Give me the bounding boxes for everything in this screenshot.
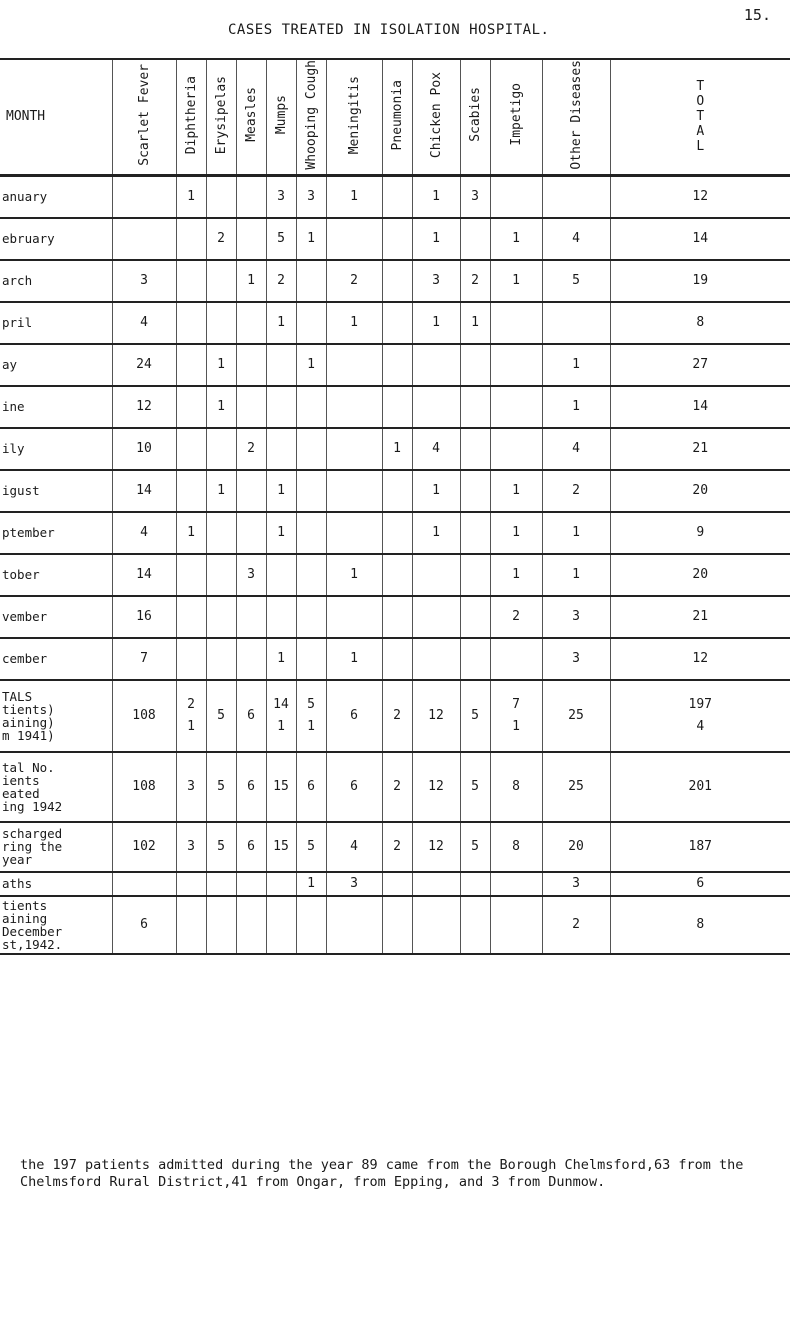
table-cell: 1 bbox=[266, 302, 296, 344]
table-cell: 1 bbox=[490, 512, 542, 554]
summary-cell bbox=[460, 872, 490, 896]
table-cell: 14 bbox=[112, 554, 176, 596]
table-cell bbox=[296, 386, 326, 428]
table-cell: 1 bbox=[266, 470, 296, 512]
summary-cell: 20 bbox=[542, 822, 610, 872]
summary-row bbox=[0, 896, 790, 954]
col-total: T O T A L bbox=[610, 59, 790, 175]
table-cell: 1 bbox=[412, 175, 460, 218]
table-cell bbox=[490, 386, 542, 428]
table-cell bbox=[460, 428, 490, 470]
table-cell bbox=[296, 512, 326, 554]
col-diphtheria: Diphtheria bbox=[176, 59, 206, 175]
table-cell: 12 bbox=[112, 386, 176, 428]
table-cell: 1 bbox=[176, 512, 206, 554]
summary-cell bbox=[206, 872, 236, 896]
table-cell bbox=[176, 428, 206, 470]
table-cell bbox=[382, 554, 412, 596]
table-cell bbox=[176, 554, 206, 596]
table-cell bbox=[460, 512, 490, 554]
table-cell: 1 bbox=[412, 512, 460, 554]
table-cell: 1 bbox=[542, 512, 610, 554]
table-cell: 1 bbox=[382, 428, 412, 470]
table-cell bbox=[236, 638, 266, 680]
footnote: the 197 patients admitted during the year 89 came from the Borough Chelmsford,63 from the Chelmsford Rural District,41 from Ongar, from Epping, and 3 from Dunmow. bbox=[20, 1157, 744, 1190]
summary-cell: 3 bbox=[176, 822, 206, 872]
row-total: 12 bbox=[610, 175, 790, 218]
summary-cell: 102 bbox=[112, 822, 176, 872]
row-total: 14 bbox=[610, 386, 790, 428]
row-total: 27 bbox=[610, 344, 790, 386]
table-cell bbox=[460, 218, 490, 260]
summary-cell bbox=[490, 896, 542, 954]
table-cell: 1 bbox=[266, 638, 296, 680]
header-row bbox=[0, 59, 790, 175]
table-cell bbox=[206, 638, 236, 680]
table-cell bbox=[326, 428, 382, 470]
summary-row bbox=[0, 822, 790, 872]
row-total: 8 bbox=[610, 302, 790, 344]
table-cell bbox=[326, 344, 382, 386]
table-cell: 2 bbox=[490, 596, 542, 638]
table-cell: 4 bbox=[542, 218, 610, 260]
summary-cell: 1 bbox=[296, 872, 326, 896]
row-total: 20 bbox=[610, 554, 790, 596]
table-cell bbox=[490, 428, 542, 470]
row-label: arch bbox=[2, 273, 33, 289]
summary-cell: 6 bbox=[296, 752, 326, 822]
summary-cell: 15 bbox=[266, 822, 296, 872]
row-label: ay bbox=[2, 357, 18, 373]
summary-label: tients aining December st,1942. bbox=[2, 897, 63, 952]
table-cell bbox=[460, 470, 490, 512]
table-cell: 1 bbox=[326, 302, 382, 344]
table-cell: 3 bbox=[412, 260, 460, 302]
table-cell: 1 bbox=[206, 386, 236, 428]
table-cell bbox=[412, 554, 460, 596]
summary-cell: 3 bbox=[542, 872, 610, 896]
table-cell: 4 bbox=[112, 302, 176, 344]
summary-cell: 2 bbox=[542, 896, 610, 954]
table-cell: 1 bbox=[490, 470, 542, 512]
summary-cell: 5 bbox=[206, 752, 236, 822]
table-cell: 1 bbox=[490, 260, 542, 302]
table-cell bbox=[206, 428, 236, 470]
summary-cell: 5 bbox=[206, 680, 236, 752]
summary-cell: 4 bbox=[326, 822, 382, 872]
summary-cell: 6 bbox=[112, 896, 176, 954]
table-row bbox=[0, 512, 790, 554]
table-cell bbox=[296, 428, 326, 470]
row-label: cember bbox=[2, 651, 48, 667]
summary-cell bbox=[412, 872, 460, 896]
table-cell: 3 bbox=[112, 260, 176, 302]
summary-cell: 2 bbox=[382, 822, 412, 872]
row-total: 12 bbox=[610, 638, 790, 680]
summary-cell bbox=[382, 896, 412, 954]
table-cell: 4 bbox=[412, 428, 460, 470]
summary-cell: 6 bbox=[236, 680, 266, 752]
col-whooping-cough: Whooping Cough bbox=[296, 59, 326, 175]
table-cell bbox=[236, 344, 266, 386]
table-cell bbox=[460, 386, 490, 428]
summary-cell bbox=[176, 872, 206, 896]
summary-total: 8 bbox=[610, 896, 790, 954]
table-cell bbox=[176, 260, 206, 302]
col-scarlet-fever: Scarlet Fever bbox=[112, 59, 176, 175]
table-cell bbox=[206, 596, 236, 638]
summary-cell bbox=[326, 896, 382, 954]
table-cell: 1 bbox=[296, 218, 326, 260]
summary-total: 187 bbox=[610, 822, 790, 872]
table-cell bbox=[382, 175, 412, 218]
table-row bbox=[0, 638, 790, 680]
table-cell bbox=[206, 175, 236, 218]
table-cell bbox=[490, 344, 542, 386]
summary-cell bbox=[490, 872, 542, 896]
table-row bbox=[0, 260, 790, 302]
table-cell bbox=[542, 175, 610, 218]
table-cell bbox=[296, 554, 326, 596]
table-cell: 4 bbox=[542, 428, 610, 470]
summary-cell: 2 bbox=[382, 752, 412, 822]
table-cell bbox=[176, 470, 206, 512]
table-cell bbox=[490, 638, 542, 680]
col-meningitis: Meningitis bbox=[326, 59, 382, 175]
summary-cell bbox=[266, 896, 296, 954]
table-cell: 3 bbox=[266, 175, 296, 218]
summary-cell: 12 bbox=[412, 680, 460, 752]
table-cell bbox=[382, 260, 412, 302]
table-cell bbox=[382, 512, 412, 554]
summary-cell: 25 bbox=[542, 680, 610, 752]
table-cell: 16 bbox=[112, 596, 176, 638]
table-cell: 1 bbox=[326, 175, 382, 218]
summary-cell bbox=[236, 872, 266, 896]
table-cell bbox=[326, 512, 382, 554]
row-label: ine bbox=[2, 399, 25, 415]
summary-total: 6 bbox=[610, 872, 790, 896]
col-measles: Measles bbox=[236, 59, 266, 175]
table-cell bbox=[176, 386, 206, 428]
table-cell: 1 bbox=[460, 302, 490, 344]
table-cell bbox=[296, 596, 326, 638]
table-row bbox=[0, 344, 790, 386]
page-number: 15. bbox=[743, 6, 771, 24]
table-cell bbox=[206, 554, 236, 596]
summary-cell bbox=[460, 896, 490, 954]
table-cell: 1 bbox=[206, 470, 236, 512]
summary-cell: 5 1 bbox=[296, 680, 326, 752]
row-label: ily bbox=[2, 441, 25, 457]
table-cell bbox=[206, 302, 236, 344]
summary-cell bbox=[236, 896, 266, 954]
summary-cell: 6 bbox=[326, 680, 382, 752]
summary-cell: 3 bbox=[176, 752, 206, 822]
summary-total: 197 4 bbox=[610, 680, 790, 752]
summary-cell: 7 1 bbox=[490, 680, 542, 752]
table-cell: 24 bbox=[112, 344, 176, 386]
summary-cell: 5 bbox=[460, 680, 490, 752]
summary-cell: 108 bbox=[112, 752, 176, 822]
table-cell bbox=[176, 638, 206, 680]
summary-cell bbox=[296, 896, 326, 954]
table-cell bbox=[412, 344, 460, 386]
row-label: pril bbox=[2, 315, 33, 331]
summary-cell: 108 bbox=[112, 680, 176, 752]
month-header: MONTH bbox=[0, 59, 112, 175]
table-cell bbox=[382, 218, 412, 260]
table-cell bbox=[382, 302, 412, 344]
summary-cell: 5 bbox=[460, 752, 490, 822]
table-row bbox=[0, 386, 790, 428]
table-cell: 3 bbox=[542, 638, 610, 680]
summary-cell: 8 bbox=[490, 822, 542, 872]
summary-cell: 12 bbox=[412, 822, 460, 872]
table-cell bbox=[542, 302, 610, 344]
row-label: ebruary bbox=[2, 231, 55, 247]
table-cell bbox=[382, 344, 412, 386]
table-cell bbox=[176, 218, 206, 260]
table-cell: 1 bbox=[236, 260, 266, 302]
table-row bbox=[0, 218, 790, 260]
table-cell: 3 bbox=[236, 554, 266, 596]
summary-cell: 3 bbox=[326, 872, 382, 896]
row-label: vember bbox=[2, 609, 48, 625]
table-cell bbox=[236, 302, 266, 344]
table-cell: 2 bbox=[236, 428, 266, 470]
summary-cell bbox=[176, 896, 206, 954]
table-cell bbox=[176, 596, 206, 638]
col-pneumonia: Pneumonia bbox=[382, 59, 412, 175]
table-cell: 2 bbox=[206, 218, 236, 260]
col-erysipelas: Erysipelas bbox=[206, 59, 236, 175]
table-cell bbox=[382, 638, 412, 680]
summary-row bbox=[0, 872, 790, 896]
summary-cell: 2 1 bbox=[176, 680, 206, 752]
table-cell: 1 bbox=[326, 554, 382, 596]
row-total: 21 bbox=[610, 428, 790, 470]
summary-label: TALS tients) aining) m 1941) bbox=[2, 688, 55, 743]
summary-cell: 6 bbox=[236, 822, 266, 872]
table-cell: 1 bbox=[326, 638, 382, 680]
table-cell bbox=[266, 344, 296, 386]
table-row bbox=[0, 596, 790, 638]
table-cell: 14 bbox=[112, 470, 176, 512]
summary-cell: 14 1 bbox=[266, 680, 296, 752]
row-total: 21 bbox=[610, 596, 790, 638]
table-row bbox=[0, 175, 790, 218]
table-cell bbox=[460, 638, 490, 680]
table-cell: 1 bbox=[296, 344, 326, 386]
isolation-hospital-table bbox=[0, 58, 790, 955]
table-cell: 2 bbox=[542, 470, 610, 512]
table-cell bbox=[206, 260, 236, 302]
summary-cell: 15 bbox=[266, 752, 296, 822]
table-row bbox=[0, 554, 790, 596]
table-row bbox=[0, 428, 790, 470]
summary-cell: 6 bbox=[236, 752, 266, 822]
col-chicken-pox: Chicken Pox bbox=[412, 59, 460, 175]
table-cell bbox=[236, 386, 266, 428]
table-cell: 1 bbox=[412, 470, 460, 512]
table-cell: 1 bbox=[176, 175, 206, 218]
table-cell bbox=[490, 302, 542, 344]
table-cell: 2 bbox=[326, 260, 382, 302]
table-cell bbox=[382, 386, 412, 428]
summary-cell: 5 bbox=[296, 822, 326, 872]
row-total: 19 bbox=[610, 260, 790, 302]
summary-cell: 5 bbox=[460, 822, 490, 872]
table-cell: 5 bbox=[266, 218, 296, 260]
table-cell: 1 bbox=[490, 218, 542, 260]
table-cell bbox=[236, 175, 266, 218]
row-total: 20 bbox=[610, 470, 790, 512]
table-cell bbox=[296, 260, 326, 302]
table-cell: 2 bbox=[460, 260, 490, 302]
table-cell bbox=[460, 596, 490, 638]
row-label: anuary bbox=[2, 189, 48, 205]
summary-cell bbox=[266, 872, 296, 896]
table-cell bbox=[236, 596, 266, 638]
summary-label: aths bbox=[2, 876, 33, 892]
row-total: 9 bbox=[610, 512, 790, 554]
table-cell bbox=[490, 175, 542, 218]
col-impetigo: Impetigo bbox=[490, 59, 542, 175]
page-title: CASES TREATED IN ISOLATION HOSPITAL. bbox=[228, 22, 550, 38]
table-cell bbox=[236, 512, 266, 554]
summary-cell: 2 bbox=[382, 680, 412, 752]
table-cell: 3 bbox=[542, 596, 610, 638]
table-cell bbox=[412, 596, 460, 638]
table-cell: 3 bbox=[296, 175, 326, 218]
table-cell: 1 bbox=[542, 554, 610, 596]
table-cell: 7 bbox=[112, 638, 176, 680]
table-cell bbox=[266, 428, 296, 470]
table-cell bbox=[326, 386, 382, 428]
table-cell bbox=[266, 554, 296, 596]
row-label: igust bbox=[2, 483, 40, 499]
summary-cell bbox=[412, 896, 460, 954]
row-label: tober bbox=[2, 567, 40, 583]
table-row bbox=[0, 302, 790, 344]
summary-cell bbox=[206, 896, 236, 954]
summary-total: 201 bbox=[610, 752, 790, 822]
col-scabies: Scabies bbox=[460, 59, 490, 175]
table-cell bbox=[236, 470, 266, 512]
table-cell bbox=[296, 302, 326, 344]
table-cell bbox=[460, 554, 490, 596]
table-row bbox=[0, 470, 790, 512]
summary-cell: 5 bbox=[206, 822, 236, 872]
row-label: ptember bbox=[2, 525, 55, 541]
summary-row bbox=[0, 752, 790, 822]
table-cell bbox=[176, 302, 206, 344]
table-cell bbox=[460, 344, 490, 386]
table-cell bbox=[112, 175, 176, 218]
summary-cell: 6 bbox=[326, 752, 382, 822]
cases-table bbox=[0, 58, 790, 955]
table-cell bbox=[266, 596, 296, 638]
row-total: 14 bbox=[610, 218, 790, 260]
table-cell bbox=[296, 470, 326, 512]
summary-cell: 25 bbox=[542, 752, 610, 822]
table-cell bbox=[412, 638, 460, 680]
table-cell bbox=[176, 344, 206, 386]
summary-label: scharged ring the year bbox=[2, 826, 63, 868]
table-cell bbox=[296, 638, 326, 680]
table-cell bbox=[326, 470, 382, 512]
col-other-diseases: Other Diseases bbox=[542, 59, 610, 175]
table-cell bbox=[326, 596, 382, 638]
table-cell bbox=[412, 386, 460, 428]
summary-row bbox=[0, 680, 790, 752]
table-cell: 4 bbox=[112, 512, 176, 554]
table-cell bbox=[266, 386, 296, 428]
table-cell bbox=[236, 218, 266, 260]
table-cell: 1 bbox=[490, 554, 542, 596]
col-mumps: Mumps bbox=[266, 59, 296, 175]
summary-cell bbox=[112, 872, 176, 896]
table-cell bbox=[206, 512, 236, 554]
table-cell: 1 bbox=[412, 302, 460, 344]
summary-cell: 12 bbox=[412, 752, 460, 822]
table-cell: 5 bbox=[542, 260, 610, 302]
table-cell: 1 bbox=[206, 344, 236, 386]
summary-cell bbox=[382, 872, 412, 896]
table-cell: 2 bbox=[266, 260, 296, 302]
table-cell: 1 bbox=[542, 344, 610, 386]
table-cell bbox=[112, 218, 176, 260]
summary-cell: 8 bbox=[490, 752, 542, 822]
table-cell: 1 bbox=[266, 512, 296, 554]
table-cell bbox=[382, 470, 412, 512]
table-cell bbox=[382, 596, 412, 638]
table-cell bbox=[326, 218, 382, 260]
table-cell: 1 bbox=[542, 386, 610, 428]
summary-label: tal No. ients eated ing 1942 bbox=[2, 759, 63, 814]
table-cell: 10 bbox=[112, 428, 176, 470]
table-cell: 3 bbox=[460, 175, 490, 218]
table-cell: 1 bbox=[412, 218, 460, 260]
